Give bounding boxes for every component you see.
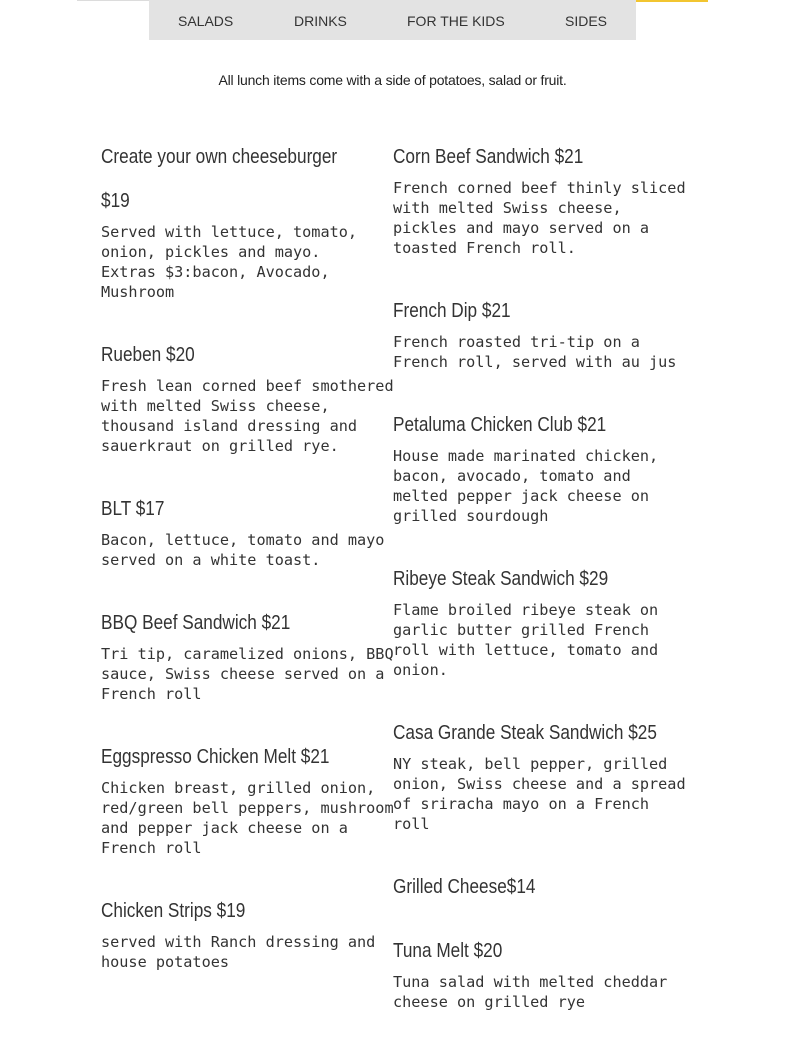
menu-item-title: BLT $17 [101, 498, 165, 520]
menu-item-description: Chicken breast, grilled onion, red/green bell peppers, mushroom and pepper jack cheese on a French roll [101, 779, 394, 857]
menu-item-description: French roasted tri-tip on a French roll, served with au jus [393, 333, 677, 371]
menu-item-title: French Dip $21 [393, 300, 511, 322]
menu-item-description: Fresh lean corned beef smothered with melted Swiss cheese, thousand island dressing and sauerkraut on grilled rye. [101, 377, 394, 455]
menu-item-title: Corn Beef Sandwich $21 [393, 146, 584, 168]
menu-item-title: Chicken Strips $19 [101, 900, 246, 922]
menu-item-price: $19 [101, 190, 130, 212]
menu-item-description: French corned beef thinly sliced with melted Swiss cheese, pickles and mayo served on a toasted French roll. [393, 179, 686, 257]
menu-item-description: served with Ranch dressing and house potatoes [101, 933, 376, 971]
menu-item-title: Eggspresso Chicken Melt $21 [101, 746, 330, 768]
menu-item-description: Bacon, lettuce, tomato and mayo served on a white toast. [101, 531, 385, 569]
menu-item-description: House made marinated chicken, bacon, avocado, tomato and melted pepper jack cheese on grilled sourdough [393, 447, 659, 525]
tab-drinks[interactable]: DRINKS [294, 13, 347, 29]
menu-item-title: Create your own cheeseburger [101, 146, 338, 168]
menu-item-title: Tuna Melt $20 [393, 940, 503, 962]
menu-item-title: Ribeye Steak Sandwich $29 [393, 568, 609, 590]
menu-item-title: Grilled Cheese$14 [393, 876, 536, 898]
menu-item-description: Served with lettuce, tomato, onion, pickles and mayo. Extras $3:bacon, Avocado, Mushroom [101, 223, 358, 301]
menu-item-title: Petaluma Chicken Club $21 [393, 414, 607, 436]
menu-item-description: Flame broiled ribeye steak on garlic butter grilled French roll with lettuce, tomato and onion. [393, 601, 659, 679]
menu-item-title: BBQ Beef Sandwich $21 [101, 612, 291, 634]
menu-item-description: NY steak, bell pepper, grilled onion, Swiss cheese and a spread of sriracha mayo on a French roll [393, 755, 686, 833]
menu-item-title: Rueben $20 [101, 344, 195, 366]
menu-item-title: Casa Grande Steak Sandwich $25 [393, 722, 657, 744]
menu-category-tabs [149, 0, 636, 40]
tab-for-the-kids[interactable]: FOR THE KIDS [407, 13, 505, 29]
tab-sides[interactable]: SIDES [565, 13, 608, 29]
menu-item-description: Tri tip, caramelized onions, BBQ sauce, Swiss cheese served on a French roll [101, 645, 394, 703]
lunch-side-notice: All lunch items come with a side of potatoes, salad or fruit. [218, 72, 567, 88]
tab-salads[interactable]: SALADS [178, 13, 234, 29]
menu-item-description: Tuna salad with melted cheddar cheese on grilled rye [393, 973, 668, 1011]
